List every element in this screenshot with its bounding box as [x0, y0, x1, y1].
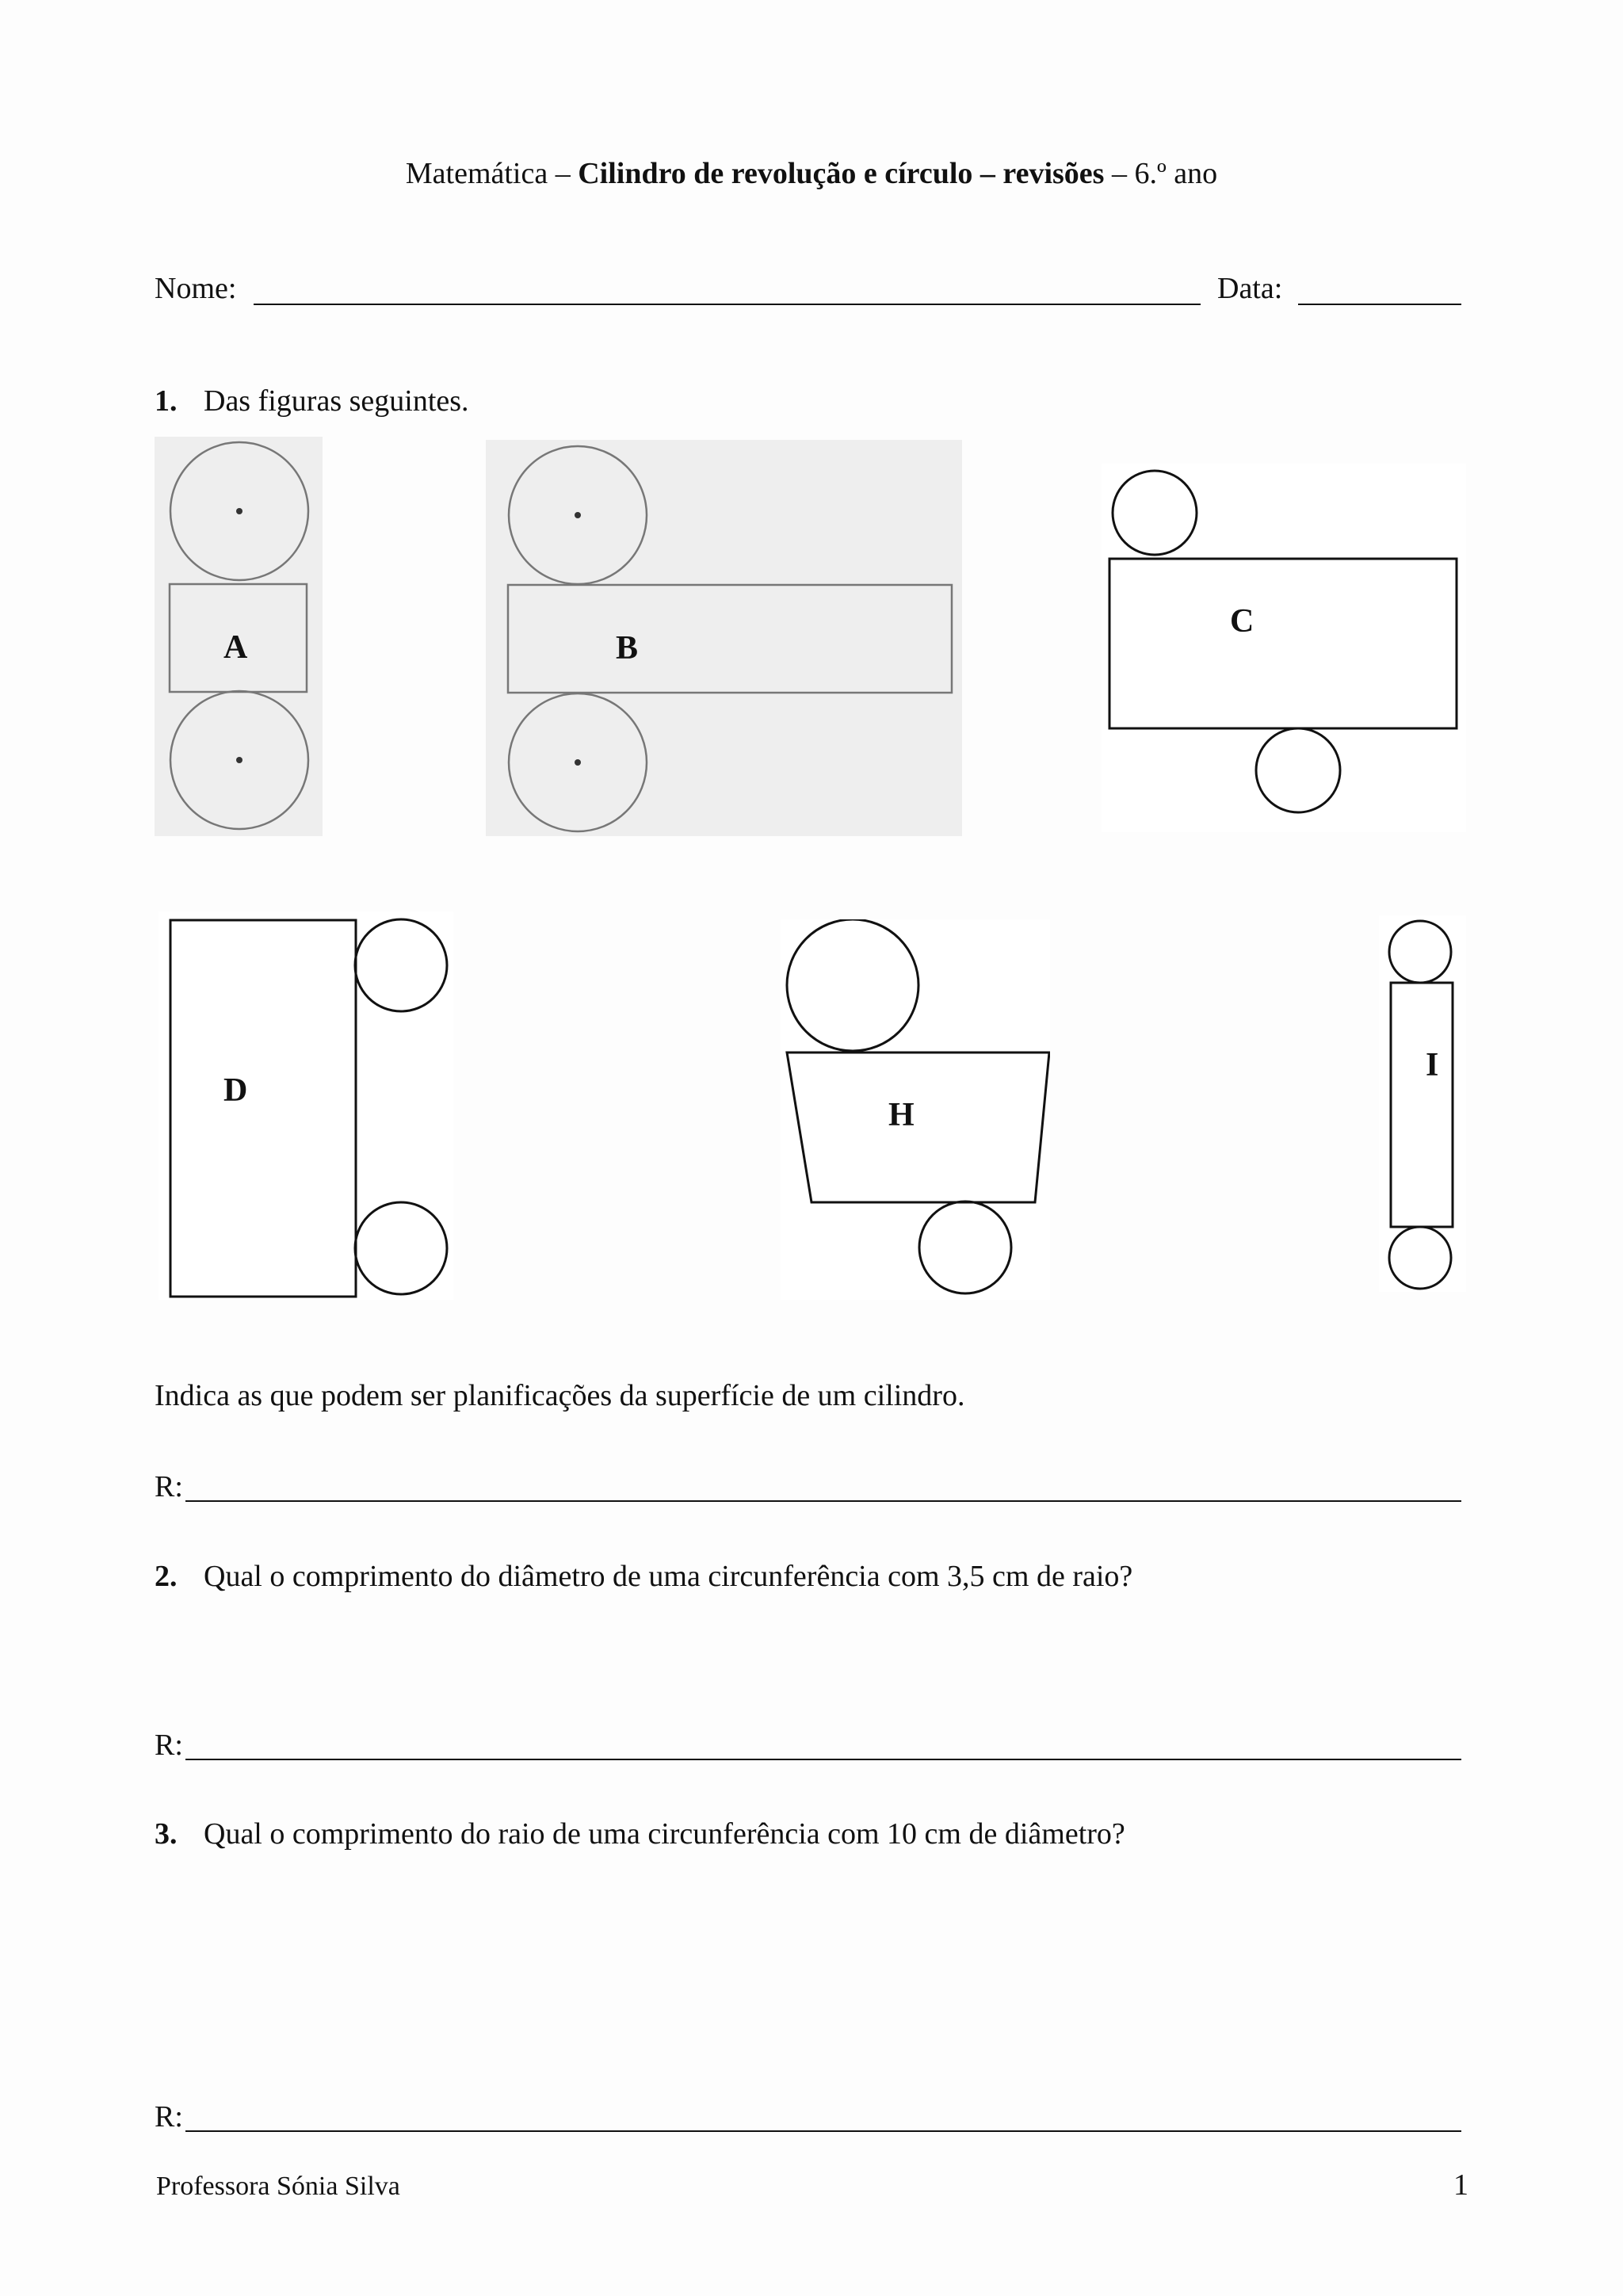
question-3-answer-field[interactable] [185, 2130, 1461, 2132]
figure-i-net [1379, 915, 1466, 1292]
figure-i-label: I [1426, 1047, 1439, 1083]
question-2-number: 2. [155, 1560, 178, 1593]
question-3-answer-label: R: [155, 2100, 183, 2134]
date-field[interactable] [1298, 304, 1461, 305]
title-prefix: Matemática – [405, 157, 579, 190]
question-1-answer-field[interactable] [185, 1500, 1461, 1502]
question-1-text: Das figuras seguintes. [204, 384, 469, 418]
question-3-text: Qual o comprimento do raio de uma circunferência com 10 cm de diâmetro? [204, 1817, 1125, 1851]
figure-a [155, 437, 323, 836]
figure-d [158, 911, 453, 1300]
figure-b-net [486, 440, 962, 836]
question-2-answer-label: R: [155, 1729, 183, 1762]
date-label: Data: [1217, 272, 1283, 305]
figure-c [1102, 464, 1466, 832]
figure-c-net [1102, 464, 1466, 832]
figure-d-net [158, 911, 453, 1300]
figure-d-label: D [223, 1072, 248, 1109]
page-number: 1 [1453, 2168, 1468, 2202]
question-1-instruction: Indica as que podem ser planificações da superfície de um cilindro. [155, 1379, 965, 1412]
name-label: Nome: [155, 272, 237, 305]
question-2-answer-field[interactable] [185, 1759, 1461, 1760]
figure-c-label: C [1230, 603, 1254, 640]
figure-h-label: H [888, 1097, 915, 1133]
title-suffix: – 6.º ano [1104, 157, 1218, 190]
question-1-answer-label: R: [155, 1470, 183, 1503]
question-2-text: Qual o comprimento do diâmetro de uma circunferência com 3,5 cm de raio? [204, 1560, 1133, 1593]
figure-h [781, 919, 1050, 1300]
figure-b-label: B [616, 630, 639, 667]
name-field[interactable] [254, 304, 1201, 305]
question-1-number: 1. [155, 384, 178, 418]
page-title [0, 159, 1623, 189]
figure-h-net [781, 919, 1050, 1300]
figure-b [486, 440, 962, 836]
figure-a-label: A [223, 629, 248, 666]
question-3-number: 3. [155, 1817, 178, 1851]
figure-i [1379, 915, 1466, 1292]
footer-author: Professora Sónia Silva [156, 2172, 400, 2201]
title-bold: Cilindro de revolução e círculo – revisões [578, 157, 1105, 190]
